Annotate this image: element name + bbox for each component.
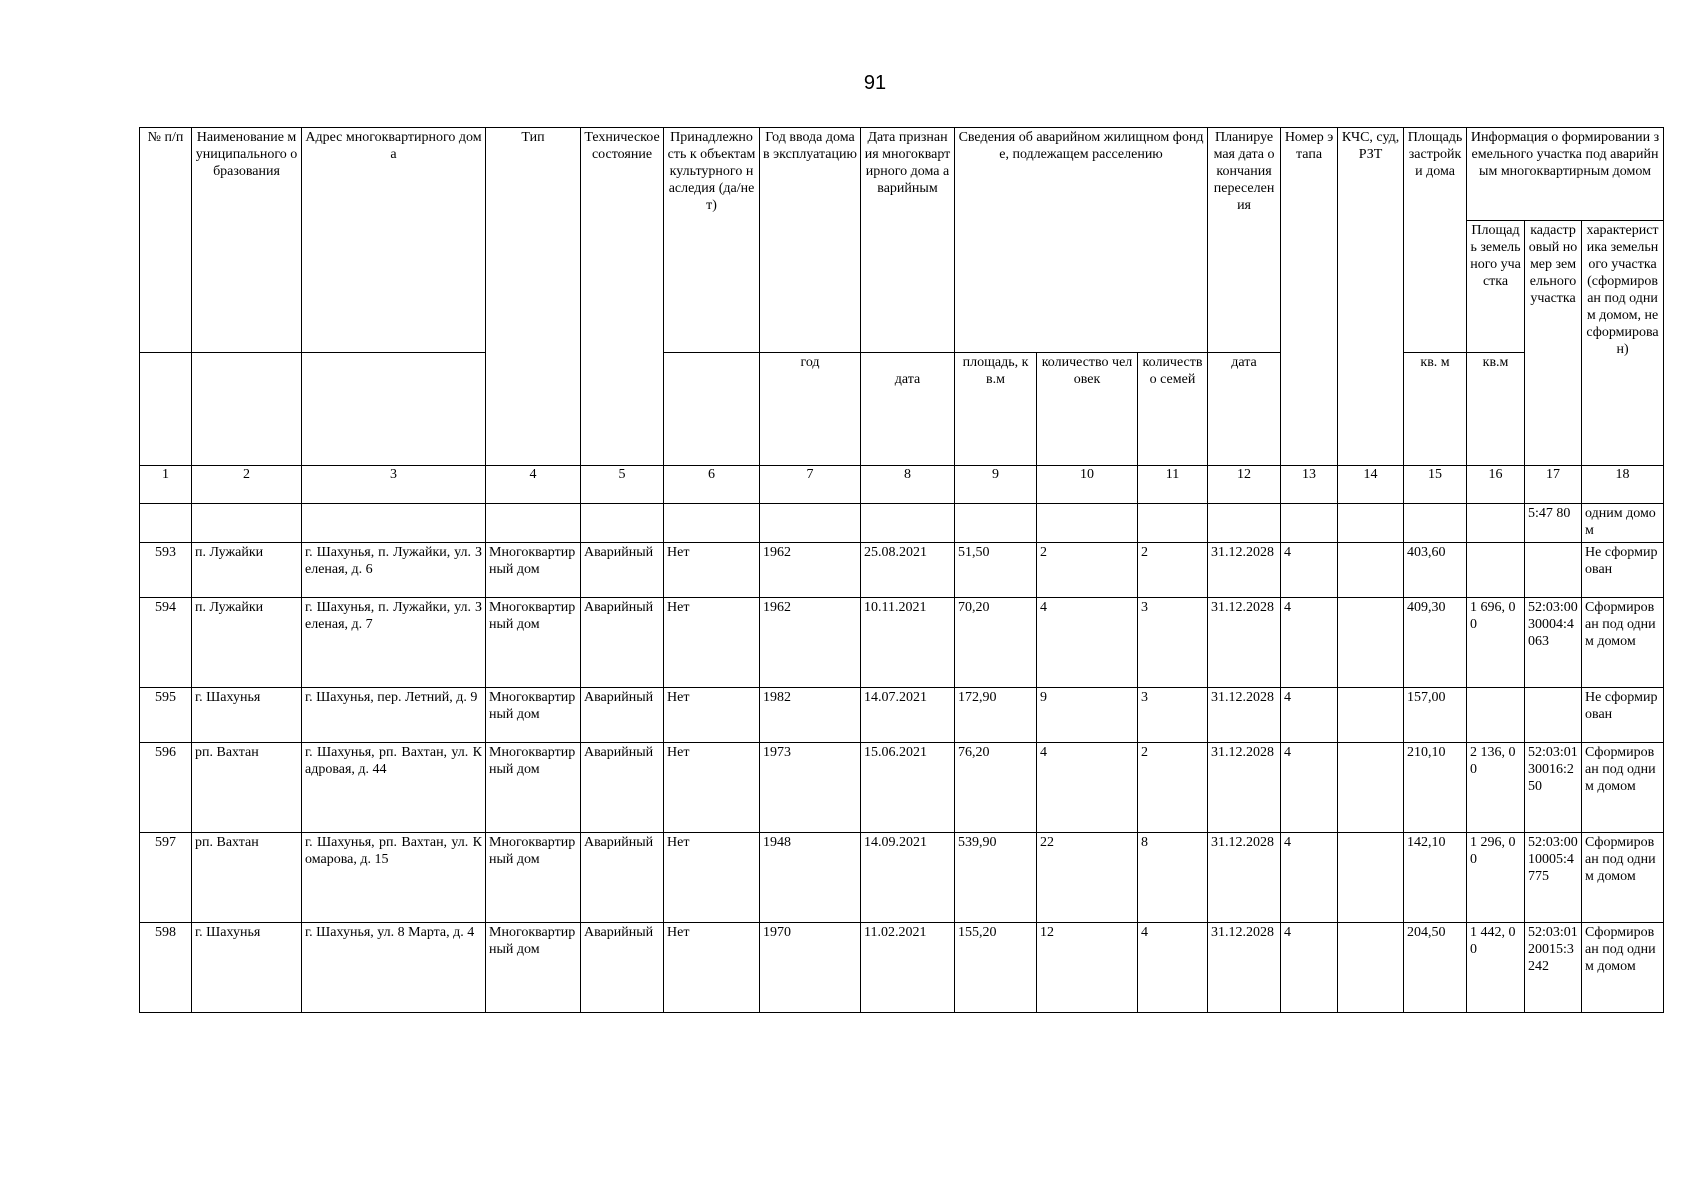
column-number: 11 (1138, 466, 1208, 504)
heritage-flag: Нет (664, 688, 760, 743)
heritage-flag: Нет (664, 833, 760, 923)
header-number-cont (140, 353, 192, 466)
header-address: Адрес многоквартирного дома (302, 128, 486, 353)
header-address-cont (302, 353, 486, 466)
commission-year: 1970 (760, 923, 861, 1013)
stage-number: 4 (1281, 543, 1338, 598)
column-number: 6 (664, 466, 760, 504)
header-number: № п/п (140, 128, 192, 353)
recognition-date: 14.09.2021 (861, 833, 955, 923)
municipality: г. Шахунья (192, 688, 302, 743)
column-number: 5 (581, 466, 664, 504)
people-count: 4 (1037, 598, 1138, 688)
column-number: 1 (140, 466, 192, 504)
build-area: 409,30 (1404, 598, 1467, 688)
house-type: Многоквартирный дом (486, 543, 581, 598)
column-number: 3 (302, 466, 486, 504)
stage-number: 4 (1281, 923, 1338, 1013)
subheader-build-unit: кв. м (1404, 353, 1467, 466)
planned-date: 31.12.2028 (1208, 923, 1281, 1013)
column-number: 16 (1467, 466, 1525, 504)
subheader-people: количество человек (1037, 353, 1138, 466)
subheader-plan-date: дата (1208, 353, 1281, 466)
kchs-value (1338, 598, 1404, 688)
commission-year: 1962 (760, 598, 861, 688)
municipality: рп. Вахтан (192, 833, 302, 923)
stage-number: 4 (1281, 688, 1338, 743)
heritage-flag: Нет (664, 923, 760, 1013)
land-characteristic: Сформирован под одним домом (1582, 833, 1664, 923)
family-count: 8 (1138, 833, 1208, 923)
technical-state: Аварийный (581, 923, 664, 1013)
commission-year: 1948 (760, 833, 861, 923)
continuation-cadastral: 5:47 80 (1525, 504, 1582, 543)
build-area: 157,00 (1404, 688, 1467, 743)
land-area: 1 696, 00 (1467, 598, 1525, 688)
table-row (140, 543, 1664, 598)
people-count: 12 (1037, 923, 1138, 1013)
people-count: 2 (1037, 543, 1138, 598)
house-type: Многоквартирный дом (486, 923, 581, 1013)
column-number: 9 (955, 466, 1037, 504)
header-land-info: Информация о формировании земельного участка под аварийным многоквартирным домом (1467, 128, 1664, 221)
header-land-char: характеристика земельного участка (сформирован под одним домом, не сформирован) (1582, 221, 1664, 466)
heritage-flag: Нет (664, 598, 760, 688)
family-count: 3 (1138, 598, 1208, 688)
column-number: 15 (1404, 466, 1467, 504)
people-count: 4 (1037, 743, 1138, 833)
cadastral-number: 52:03:0010005:4775 (1525, 833, 1582, 923)
land-characteristic: Не сформирован (1582, 688, 1664, 743)
build-area: 210,10 (1404, 743, 1467, 833)
kchs-value (1338, 923, 1404, 1013)
header-tech-state: Техническое состояние (581, 128, 664, 466)
planned-date: 31.12.2028 (1208, 598, 1281, 688)
recognition-date: 15.06.2021 (861, 743, 955, 833)
land-area: 1 442, 00 (1467, 923, 1525, 1013)
header-municipality: Наименование муниципального образования (192, 128, 302, 353)
address: г. Шахунья, ул. 8 Марта, д. 4 (302, 923, 486, 1013)
subheader-land-unit: кв.м (1467, 353, 1525, 466)
stage-number: 4 (1281, 743, 1338, 833)
planned-date: 31.12.2028 (1208, 688, 1281, 743)
table-row (140, 833, 1664, 923)
land-area: 1 296, 00 (1467, 833, 1525, 923)
address: г. Шахунья, пер. Летний, д. 9 (302, 688, 486, 743)
build-area: 204,50 (1404, 923, 1467, 1013)
header-build-area: Площадь застройки дома (1404, 128, 1467, 353)
technical-state: Аварийный (581, 688, 664, 743)
address: г. Шахунья, п. Лужайки, ул. Зеленая, д. 6 (302, 543, 486, 598)
commission-year: 1982 (760, 688, 861, 743)
column-number: 14 (1338, 466, 1404, 504)
subheader-date: дата (861, 353, 955, 466)
technical-state: Аварийный (581, 833, 664, 923)
land-characteristic: Не сформирован (1582, 543, 1664, 598)
continuation-row (140, 504, 1664, 543)
address: г. Шахунья, рп. Вахтан, ул. Комарова, д. 15 (302, 833, 486, 923)
recognition-date: 11.02.2021 (861, 923, 955, 1013)
header-recognition-date: Дата признания многоквартирного дома аварийным (861, 128, 955, 353)
cadastral-number: 52:03:0120015:3242 (1525, 923, 1582, 1013)
column-number: 18 (1582, 466, 1664, 504)
table-row (140, 688, 1664, 743)
column-number: 8 (861, 466, 955, 504)
row-number: 594 (140, 598, 192, 688)
land-characteristic: Сформирован под одним домом (1582, 923, 1664, 1013)
cadastral-number: 52:03:0030004:4063 (1525, 598, 1582, 688)
column-number: 4 (486, 466, 581, 504)
planned-date: 31.12.2028 (1208, 543, 1281, 598)
technical-state: Аварийный (581, 598, 664, 688)
technical-state: Аварийный (581, 543, 664, 598)
page-number: 91 (863, 72, 887, 94)
emergency-housing-table (139, 127, 1664, 1013)
kchs-value (1338, 743, 1404, 833)
land-area (1467, 688, 1525, 743)
build-area: 403,60 (1404, 543, 1467, 598)
stage-number: 4 (1281, 833, 1338, 923)
address: г. Шахунья, рп. Вахтан, ул. Кадровая, д. 44 (302, 743, 486, 833)
header-housing-info: Сведения об аварийном жилищном фонде, подлежащем расселению (955, 128, 1208, 353)
header-stage: Номер этапа (1281, 128, 1338, 466)
column-number: 10 (1037, 466, 1138, 504)
column-number: 7 (760, 466, 861, 504)
kchs-value (1338, 833, 1404, 923)
address: г. Шахунья, п. Лужайки, ул. Зеленая, д. 7 (302, 598, 486, 688)
recognition-date: 25.08.2021 (861, 543, 955, 598)
house-type: Многоквартирный дом (486, 598, 581, 688)
municipality: п. Лужайки (192, 598, 302, 688)
housing-area: 51,50 (955, 543, 1037, 598)
planned-date: 31.12.2028 (1208, 833, 1281, 923)
technical-state: Аварийный (581, 743, 664, 833)
house-type: Многоквартирный дом (486, 743, 581, 833)
housing-area: 539,90 (955, 833, 1037, 923)
cadastral-number (1525, 688, 1582, 743)
housing-area: 70,20 (955, 598, 1037, 688)
kchs-value (1338, 543, 1404, 598)
people-count: 22 (1037, 833, 1138, 923)
housing-area: 76,20 (955, 743, 1037, 833)
heritage-flag: Нет (664, 743, 760, 833)
recognition-date: 14.07.2021 (861, 688, 955, 743)
family-count: 4 (1138, 923, 1208, 1013)
family-count: 2 (1138, 543, 1208, 598)
header-municipality-cont (192, 353, 302, 466)
kchs-value (1338, 688, 1404, 743)
recognition-date: 10.11.2021 (861, 598, 955, 688)
column-numbers-row (140, 466, 1664, 504)
planned-date: 31.12.2028 (1208, 743, 1281, 833)
land-area (1467, 543, 1525, 598)
row-number: 596 (140, 743, 192, 833)
column-number: 12 (1208, 466, 1281, 504)
heritage-flag: Нет (664, 543, 760, 598)
commission-year: 1973 (760, 743, 861, 833)
housing-area: 172,90 (955, 688, 1037, 743)
table-row (140, 743, 1664, 833)
continuation-characteristic: одним домом (1582, 504, 1664, 543)
municipality: п. Лужайки (192, 543, 302, 598)
subheader-year: год (760, 353, 861, 466)
house-type: Многоквартирный дом (486, 688, 581, 743)
subheader-area: площадь, кв.м (955, 353, 1037, 466)
commission-year: 1962 (760, 543, 861, 598)
header-kchs: КЧС, суд, РЗТ (1338, 128, 1404, 466)
table-row (140, 598, 1664, 688)
house-type: Многоквартирный дом (486, 833, 581, 923)
column-number: 2 (192, 466, 302, 504)
land-characteristic: Сформирован под одним домом (1582, 598, 1664, 688)
municipality: г. Шахунья (192, 923, 302, 1013)
column-number: 13 (1281, 466, 1338, 504)
header-cadastral: кадастровый номер земельного участка (1525, 221, 1582, 466)
table-row (140, 923, 1664, 1013)
land-characteristic: Сформирован под одним домом (1582, 743, 1664, 833)
subheader-families: количество семей (1138, 353, 1208, 466)
row-number: 593 (140, 543, 192, 598)
build-area: 142,10 (1404, 833, 1467, 923)
row-number: 598 (140, 923, 192, 1013)
family-count: 3 (1138, 688, 1208, 743)
stage-number: 4 (1281, 598, 1338, 688)
housing-area: 155,20 (955, 923, 1037, 1013)
land-area: 2 136, 00 (1467, 743, 1525, 833)
header-land-area: Площадь земельного участка (1467, 221, 1525, 353)
cadastral-number (1525, 543, 1582, 598)
header-year: Год ввода дома в эксплуатацию (760, 128, 861, 353)
municipality: рп. Вахтан (192, 743, 302, 833)
header-type: Тип (486, 128, 581, 466)
header-heritage: Принадлежность к объектам культурного наследия (да/нет) (664, 128, 760, 353)
header-heritage-cont (664, 353, 760, 466)
cadastral-number: 52:03:0130016:250 (1525, 743, 1582, 833)
people-count: 9 (1037, 688, 1138, 743)
family-count: 2 (1138, 743, 1208, 833)
column-number: 17 (1525, 466, 1582, 504)
row-number: 597 (140, 833, 192, 923)
header-plan-date: Планируемая дата окончания переселения (1208, 128, 1281, 353)
row-number: 595 (140, 688, 192, 743)
